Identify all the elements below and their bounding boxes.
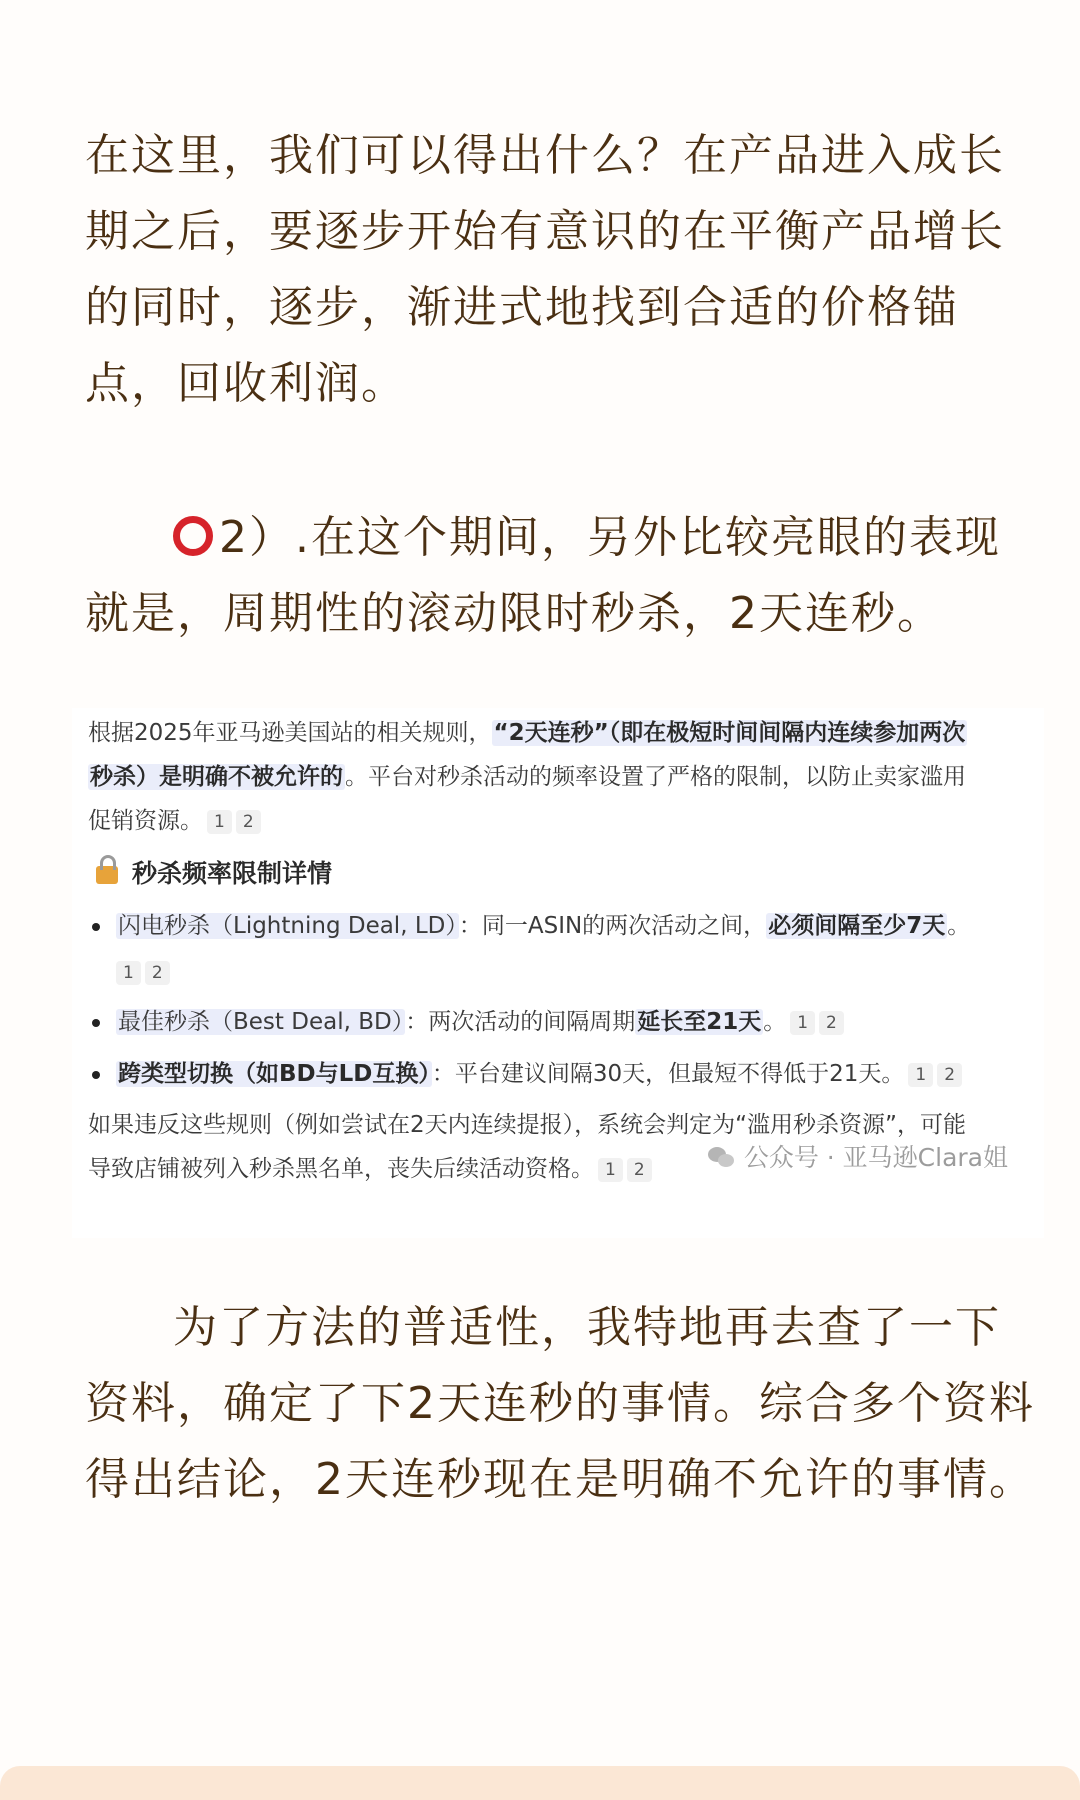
lock-icon xyxy=(96,866,118,884)
bullet-1-highlight-2: 必须间隔至少7天 xyxy=(768,913,946,939)
intro-line-1 xyxy=(88,711,967,755)
paragraph-2-text: 2）.在这个期间，另外比较亮眼的表现就是，周期性的滚动限时秒杀，2天连秒。 xyxy=(85,512,1001,639)
citation-1[interactable]: 1 xyxy=(116,961,141,985)
bullet-2-highlight: 最佳秒杀（Best Deal, BD） xyxy=(118,1009,404,1035)
intro-pre: 根据2025年亚马逊美国站的相关规则， xyxy=(88,720,492,746)
intro-line-2 xyxy=(88,755,966,799)
citation-1[interactable]: 1 xyxy=(790,1011,815,1035)
citation-2[interactable]: 2 xyxy=(819,1011,844,1035)
heading-text: 秒杀频率限制详情 xyxy=(132,859,333,888)
citation-2[interactable]: 2 xyxy=(236,810,261,834)
citation-2[interactable]: 2 xyxy=(937,1063,962,1087)
citation-2[interactable]: 2 xyxy=(145,961,170,985)
citation-2[interactable]: 2 xyxy=(627,1158,652,1182)
bullet-1-citations xyxy=(112,950,170,994)
paragraph-2 xyxy=(85,500,1040,652)
bullet-1-text: ：同一ASIN的两次活动之间， xyxy=(458,913,767,939)
conclusion-line-2 xyxy=(88,1147,652,1191)
bullet-2-end: 。 xyxy=(763,1009,787,1035)
bullet-dot xyxy=(92,923,100,931)
embedded-screenshot xyxy=(72,708,1044,1238)
conclusion-line-1: 如果违反这些规则（例如尝试在2天内连续提报），系统会判定为“滥用秒杀资源”，可能 xyxy=(88,1112,966,1138)
bullet-3-text: ：平台建议间隔30天，但最短不得低于21天。 xyxy=(431,1061,905,1087)
bullet-3-highlight: 跨类型切换（如BD与LD互换） xyxy=(118,1061,430,1087)
bullet-item-3 xyxy=(88,1052,962,1096)
bullet-dot xyxy=(92,1019,100,1027)
intro-line-3 xyxy=(88,799,261,843)
intro-highlight-1: “2天连秒”（即在极短时间间隔内连续参加两次 xyxy=(493,720,966,746)
citation-1[interactable]: 1 xyxy=(908,1063,933,1087)
intro-tail: 促销资源。 xyxy=(88,808,203,834)
intro-highlight-2: 秒杀）是明确不被允许的 xyxy=(90,764,343,790)
watermark-text: 公众号 · 亚马逊Clara姐 xyxy=(743,1143,1008,1172)
wechat-icon xyxy=(708,1147,736,1169)
bullet-1-highlight: 闪电秒杀（Lightning Deal, LD） xyxy=(118,913,457,939)
red-circle-icon xyxy=(173,516,213,556)
bullet-1-end: 。 xyxy=(947,913,971,939)
bullet-item-2 xyxy=(88,1000,844,1044)
citation-1[interactable]: 1 xyxy=(598,1158,623,1182)
intro-post: 。平台对秒杀活动的频率设置了严格的限制，以防止卖家滥用 xyxy=(345,764,966,790)
bullet-2-text: ：两次活动的间隔周期 xyxy=(405,1009,636,1035)
paragraph-3: 为了方法的普适性，我特地再去查了一下资料，确定了下2天连秒的事情。综合多个资料得出结论，2天连秒现在是明确不允许的事情。 xyxy=(85,1302,1035,1505)
bullet-2-highlight-2: 延长至21天 xyxy=(637,1009,762,1035)
watermark xyxy=(708,1136,1008,1180)
conclusion-text: 导致店铺被列入秒杀黑名单，丧失后续活动资格。 xyxy=(88,1156,594,1182)
paragraph-1: 在这里，我们可以得出什么？在产品进入成长期之后，要逐步开始有意识的在平衡产品增长的同时，逐步，渐进式地找到合适的价格锚点，回收利润。 xyxy=(85,130,1005,409)
bottom-bar xyxy=(0,1766,1080,1800)
bullet-item-1 xyxy=(88,904,970,948)
section-heading xyxy=(88,852,332,896)
bullet-dot xyxy=(92,1071,100,1079)
citation-1[interactable]: 1 xyxy=(207,810,232,834)
